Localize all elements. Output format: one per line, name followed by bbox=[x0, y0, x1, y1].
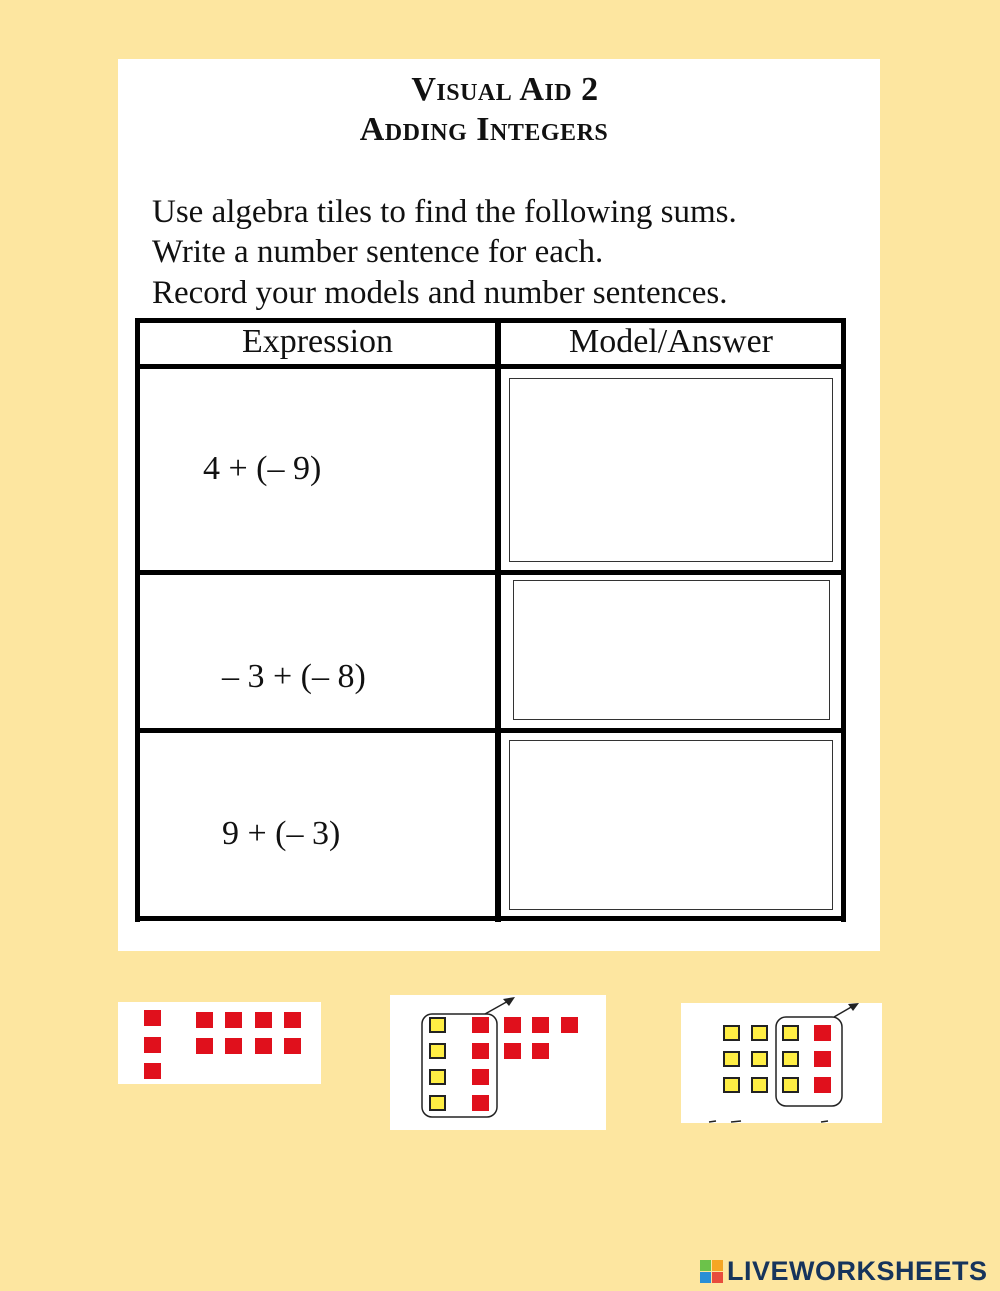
yellow-tile bbox=[429, 1017, 446, 1033]
yellow-tile bbox=[751, 1077, 768, 1093]
logo-text: LIVEWORKSHEETS bbox=[727, 1255, 988, 1286]
expression-row-2: – 3 + (– 8) bbox=[222, 658, 366, 695]
column-divider bbox=[495, 318, 501, 922]
table-border-left bbox=[135, 318, 140, 922]
red-tile bbox=[284, 1038, 301, 1054]
yellow-tile bbox=[723, 1025, 740, 1041]
yellow-tile bbox=[429, 1043, 446, 1059]
answer-drop-box-3[interactable] bbox=[509, 740, 833, 910]
red-tile bbox=[196, 1038, 213, 1054]
table-border-bottom bbox=[135, 916, 846, 921]
yellow-tile bbox=[751, 1025, 768, 1041]
red-tile bbox=[225, 1038, 242, 1054]
table-border-right bbox=[841, 318, 846, 922]
red-tile bbox=[144, 1063, 161, 1079]
red-tile bbox=[561, 1017, 578, 1033]
yellow-tile bbox=[782, 1077, 799, 1093]
red-tile bbox=[144, 1037, 161, 1053]
red-tile bbox=[814, 1051, 831, 1067]
tile-model-card-1[interactable] bbox=[118, 1002, 321, 1084]
yellow-tile bbox=[751, 1051, 768, 1067]
red-tile bbox=[255, 1038, 272, 1054]
yellow-tile bbox=[429, 1095, 446, 1111]
red-tile bbox=[284, 1012, 301, 1028]
red-tile bbox=[504, 1043, 521, 1059]
tile-model-card-3[interactable] bbox=[681, 1003, 882, 1123]
red-tile bbox=[504, 1017, 521, 1033]
red-tile bbox=[472, 1017, 489, 1033]
expression-row-3: 9 + (– 3) bbox=[222, 815, 341, 852]
answer-drop-box-1[interactable] bbox=[509, 378, 833, 562]
yellow-tile bbox=[782, 1025, 799, 1041]
red-tile bbox=[472, 1043, 489, 1059]
instruction-line-1: Use algebra tiles to find the following sums. bbox=[152, 194, 737, 230]
tile-model-card-2[interactable] bbox=[390, 995, 606, 1130]
answer-drop-box-2[interactable] bbox=[513, 580, 830, 720]
red-tile bbox=[814, 1077, 831, 1093]
instruction-line-2: Write a number sentence for each. bbox=[152, 234, 604, 270]
yellow-tile bbox=[429, 1069, 446, 1085]
yellow-tile bbox=[782, 1051, 799, 1067]
expression-row-1: 4 + (– 9) bbox=[203, 450, 322, 487]
liveworksheets-logo[interactable] bbox=[700, 1256, 988, 1286]
expression-table bbox=[135, 318, 846, 922]
red-tile bbox=[225, 1012, 242, 1028]
yellow-tile bbox=[723, 1077, 740, 1093]
red-tile bbox=[144, 1010, 161, 1026]
worksheet-subtitle: Adding Integers bbox=[359, 111, 609, 148]
red-tile bbox=[814, 1025, 831, 1041]
red-tile bbox=[472, 1069, 489, 1085]
row-divider-2 bbox=[135, 728, 846, 733]
header-model-answer: Model/Answer bbox=[569, 323, 773, 360]
red-tile bbox=[532, 1043, 549, 1059]
red-tile bbox=[255, 1012, 272, 1028]
red-tile bbox=[472, 1095, 489, 1111]
instruction-line-3: Record your models and number sentences. bbox=[152, 275, 728, 311]
red-tile bbox=[532, 1017, 549, 1033]
red-tile bbox=[196, 1012, 213, 1028]
logo-blocks-icon bbox=[700, 1260, 723, 1283]
zero-pair-group-outline bbox=[390, 995, 606, 1130]
worksheet-title: Visual Aid 2 bbox=[411, 71, 599, 108]
header-expression: Expression bbox=[241, 323, 394, 360]
row-divider-1 bbox=[135, 570, 846, 575]
yellow-tile bbox=[723, 1051, 740, 1067]
